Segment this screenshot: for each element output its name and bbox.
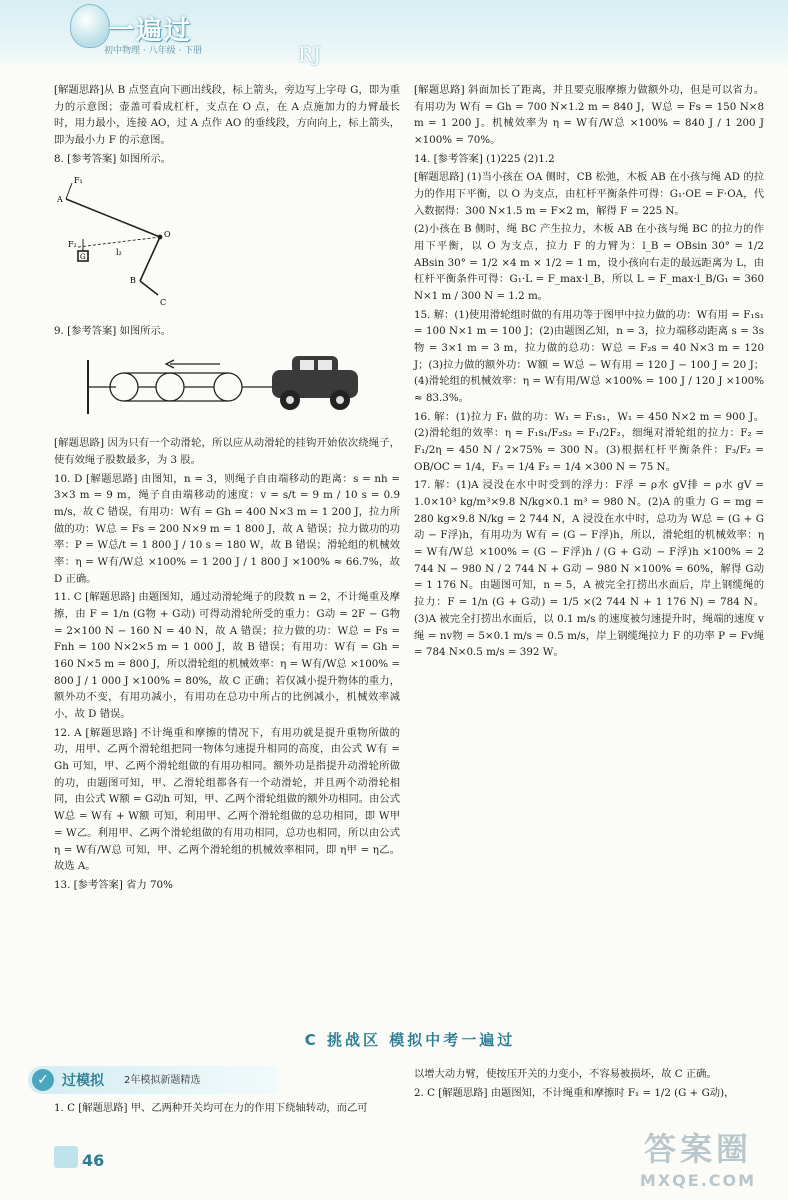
answer-bottom-1: 1. C [解题思路] 甲、乙两种开关均可在力的作用下绕轴转动，而乙可 [54, 1102, 368, 1114]
answer-q11: 11. C [解题思路] 由题图知，通过动滑轮绳子的段数 n = 2，不计绳重及摩擦，由 F = 1/n (G物 + G动) 可得动滑轮所受的重力：G动 = 2F − G物 = 2×100 N − 160 N = 40 N，故 A 错误；拉力做的功：W总 = Fs = Fnh = 100 N×2×5 m = 1 000 J，故 B 错误；有用功：W有 = Gh = 160 N×5 m = 800 J，所以滑轮组的机械效率：η = W有/W总 ×100% = 800 J / 1 000 J ×100% = 80%，故 C 正确；若仅减小提升物体的重力，额外功不变，有用功减小，有用功在总功中所占的比例减小，机械效率减小，故 D 错误。 [54, 591, 400, 721]
car-pulley-diagram [54, 344, 374, 424]
figure-label: O [164, 230, 171, 240]
figure-q8 [54, 171, 400, 317]
figure-label: F₂ [68, 240, 77, 250]
answer-q14: 14. [参考答案] (1)225 (2)1.2 [414, 152, 555, 165]
answer-q12: 12. A [解题思路] 不计绳重和摩擦的情况下，有用功就是提升重物所做的功，用甲、乙两个滑轮组把同一物体匀速提升相同的高度，由公式 W有 = Gh 可知，甲、乙两个滑轮组做的有用功相同。额外功是指提升动滑轮所做的功，由题图可知，甲、乙滑轮组都各有一个动滑轮，并且两个动滑轮相同，由公式 W额 = G动h 可知，甲、乙两个滑轮组做的额外功相同。由公式 W总 = W有 + W额 可知，利用甲、乙两个滑轮组做的总功相同，即 W甲 = W乙。利用甲、乙两个滑轮组做的有用功相同，总功也相同，所以由公式 η = W有/W总 可知，甲、乙两个滑轮组的机械效率相同，即 η甲 = η乙。故选 A。 [54, 726, 400, 873]
figure-label: F₁ [74, 176, 83, 186]
figure-q9 [54, 344, 400, 430]
answer-q10: 10. D [解题思路] 由图知，n = 3，则绳子自由端移动的距离：s = nh = 3×3 m = 9 m，绳子自由端移动的速度：v = s/t = 9 m / 10 s = 0.9 m/s，故 C 错误，有用功：W有 = Gh = 400 N×3 m = 1 200 J，拉力所做的功：W总 = Fs = 200 N×9 m = 1 800 J，故 A 错误；拉力做功的功率：P = W总/t = 1 800 J / 10 s = 180 W，故 B 错误；滑轮组的机械效率：η = W有/W总 ×100% = 1 200 J / 1 800 J ×100% ≈ 66.7%，故 D 正确。 [54, 472, 400, 585]
answer-q8: 8. [参考答案] 如图所示。 [54, 152, 172, 165]
watermark-bottom: MXQE.COM [639, 1171, 757, 1190]
bottom-left-text [54, 1100, 400, 1119]
answer-explanation: (2)小孩在 B 侧时，绳 BC 产生拉力，木板 AB 在小孩与绳 BC 的拉力的作用下平衡，以 O 为支点，拉力 F 的力臂为：l_B = OBsin 30° = 1/2 ABsin 30° = 1/2 ×4 m × 1/2 = 1 m，设小孩向右走的最远距离为 L，由杠杆平衡条件可得：G₁·L = F_max·l_B，所以 L = F_max·l_B/G₁ = 360 N×1 m / 300 N = 1.2 m。 [414, 223, 764, 303]
right-column [414, 82, 764, 663]
answer-q17: 17. 解：(1)A 浸没在水中时受到的浮力：F浮 = ρ水 gV排 = ρ水 gV = 1.0×10³ kg/m³×9.8 N/kg×0.1 m³ = 980 N。(2)A 的重力 G = mg = 280 kg×9.8 N/kg = 2 744 N，A 浸没在水中时，总功为 W总 = (G + G动 − F浮)h，有用功为 W有 = (G − F浮)h，所以，滑轮组的机械效率：η = W有/W总 ×100% = (G − F浮)h / (G + G动 − F浮)h ×100% = 2 744 N − 980 N / 2 744 N + G动 − 980 N ×100% = 60%，解得 G动 = 1 176 N。由题图可知，n = 5，A 被完全打捞出水面后，岸上钢缆绳的拉力：F = 1/n (G + G动) = 1/5 ×(2 744 N + 1 176 N) = 784 N。(3)A 被完全打捞出水面后，以 0.1 m/s 的速度被匀速提升时，绳端的速度 v绳 = nv物 = 5×0.1 m/s = 0.5 m/s，岸上钢缆绳拉力 F 的功率 P = Fv绳 = 784 N×0.5 m/s = 392 W。 [414, 479, 764, 659]
answer-explanation: [解题思路] 斜面加长了距离，并且要克服摩擦力做额外功，但是可以省力。有用功为 W有 = Gh = 700 N×1.2 m = 840 J，W总 = Fs = 150 N×8 m = 1 200 J。机械效率为 η = W有/W总 ×100% = 840 J / 1 200 J ×100% = 70%。 [414, 84, 764, 147]
edition-label: RJ [298, 42, 322, 66]
answer-paragraph: [解题思路]从 B 点竖直向下画出线段，标上箭头，旁边写上字母 G，即为重力的示意图；壶盖可看成杠杆，支点在 O 点，在 A 点施加力的力臂最长时，用力最小，连接 AO，过 A 点作 AO 的垂线段，方向向上，标上箭头，即为最小力 F 的示意图。 [54, 84, 400, 147]
teapot-lever-diagram [54, 171, 214, 311]
figure-label: l₂ [116, 248, 122, 258]
checkmark-icon: ✓ [32, 1069, 54, 1091]
page-corner-decoration [54, 1146, 78, 1168]
answer-q9: 9. [参考答案] 如图所示。 [54, 325, 172, 338]
page-header [0, 0, 788, 70]
section-banner [28, 1066, 278, 1094]
left-column [54, 82, 400, 896]
bottom-right-text [414, 1066, 764, 1103]
section-title: C 挑战区 模拟中考一遍过 [304, 1031, 516, 1049]
figure-label: B [130, 276, 136, 286]
figure-label: G [80, 253, 86, 262]
balloon-logo-icon [70, 4, 110, 48]
figure-label: A [57, 195, 63, 205]
answer-q15: 15. 解：(1)使用滑轮组时做的有用功等于图甲中拉力做的功：W有用 = F₁s₁ = 100 N×1 m = 100 J；(2)由题图乙知，n = 3，拉力端移动距离 s = 3s物 = 3×1 m = 3 m，拉力做的总功：W总 = F₂s = 40 N×3 m = 120 J；(3)拉力做的额外功：W额 = W总 − W有用 = 120 J − 100 J = 20 J；(4)滑轮组的机械效率：η = W有用/W总 ×100% = 100 J / 120 J ×100% ≈ 83.3%。 [414, 308, 764, 405]
answer-q16: 16. 解：(1)拉力 F₁ 做的功：W₁ = F₁s₁，W₁ = 450 N×2 m = 900 J。(2)滑轮组的效率：η = F₁s₁/F₂s₂ = F₁/2F₂，细绳对滑轮组的拉力：F₂ = F₁/2η = 450 N / 2×75% = 300 N。(3)根据杠杆平衡条件：F₃/F₂ = OB/OC = 1/4，F₃ = 1/4 F₂ = 1/4 ×300 N = 75 N。 [414, 410, 764, 473]
answer-bottom-3: 2. C [解题思路] 由题图知，不计绳重和摩擦时 F₁ = 1/2 (G + G动)， [414, 1086, 735, 1099]
watermark [618, 1130, 778, 1194]
car-icon [272, 356, 358, 410]
banner-subtitle: 2年模拟新题精选 [124, 1075, 201, 1086]
answer-bottom-2: 以增大动力臂，使按压开关的力变小，不容易被损坏，故 C 正确。 [414, 1068, 717, 1080]
watermark-top: 答案圈 [643, 1130, 752, 1168]
answer-explanation: [解题思路] 因为只有一个动滑轮，所以应从动滑轮的挂钩开始依次绕绳子，使有效绳子股数最多，为 3 股。 [54, 437, 400, 467]
answer-q13: 13. [参考答案] 省力 70% [54, 878, 173, 891]
book-title: 一遍过 [108, 16, 193, 46]
answer-explanation: [解题思路] (1)当小孩在 OA 侧时，CB 松弛，木板 AB 在小孩与绳 AD 的拉力的作用下平衡，以 O 为支点，由杠杆平衡条件可得：G₁·OE = F·OA，代入数据得：300 N×1.5 m = F×2 m，解得 F = 225 N。 [414, 171, 764, 217]
page-number: 46 [82, 1151, 105, 1170]
book-subtitle: 初中物理 · 八年级 · 下册 [104, 46, 203, 56]
banner-title: 过模拟 [62, 1073, 104, 1089]
figure-label: C [160, 298, 167, 308]
